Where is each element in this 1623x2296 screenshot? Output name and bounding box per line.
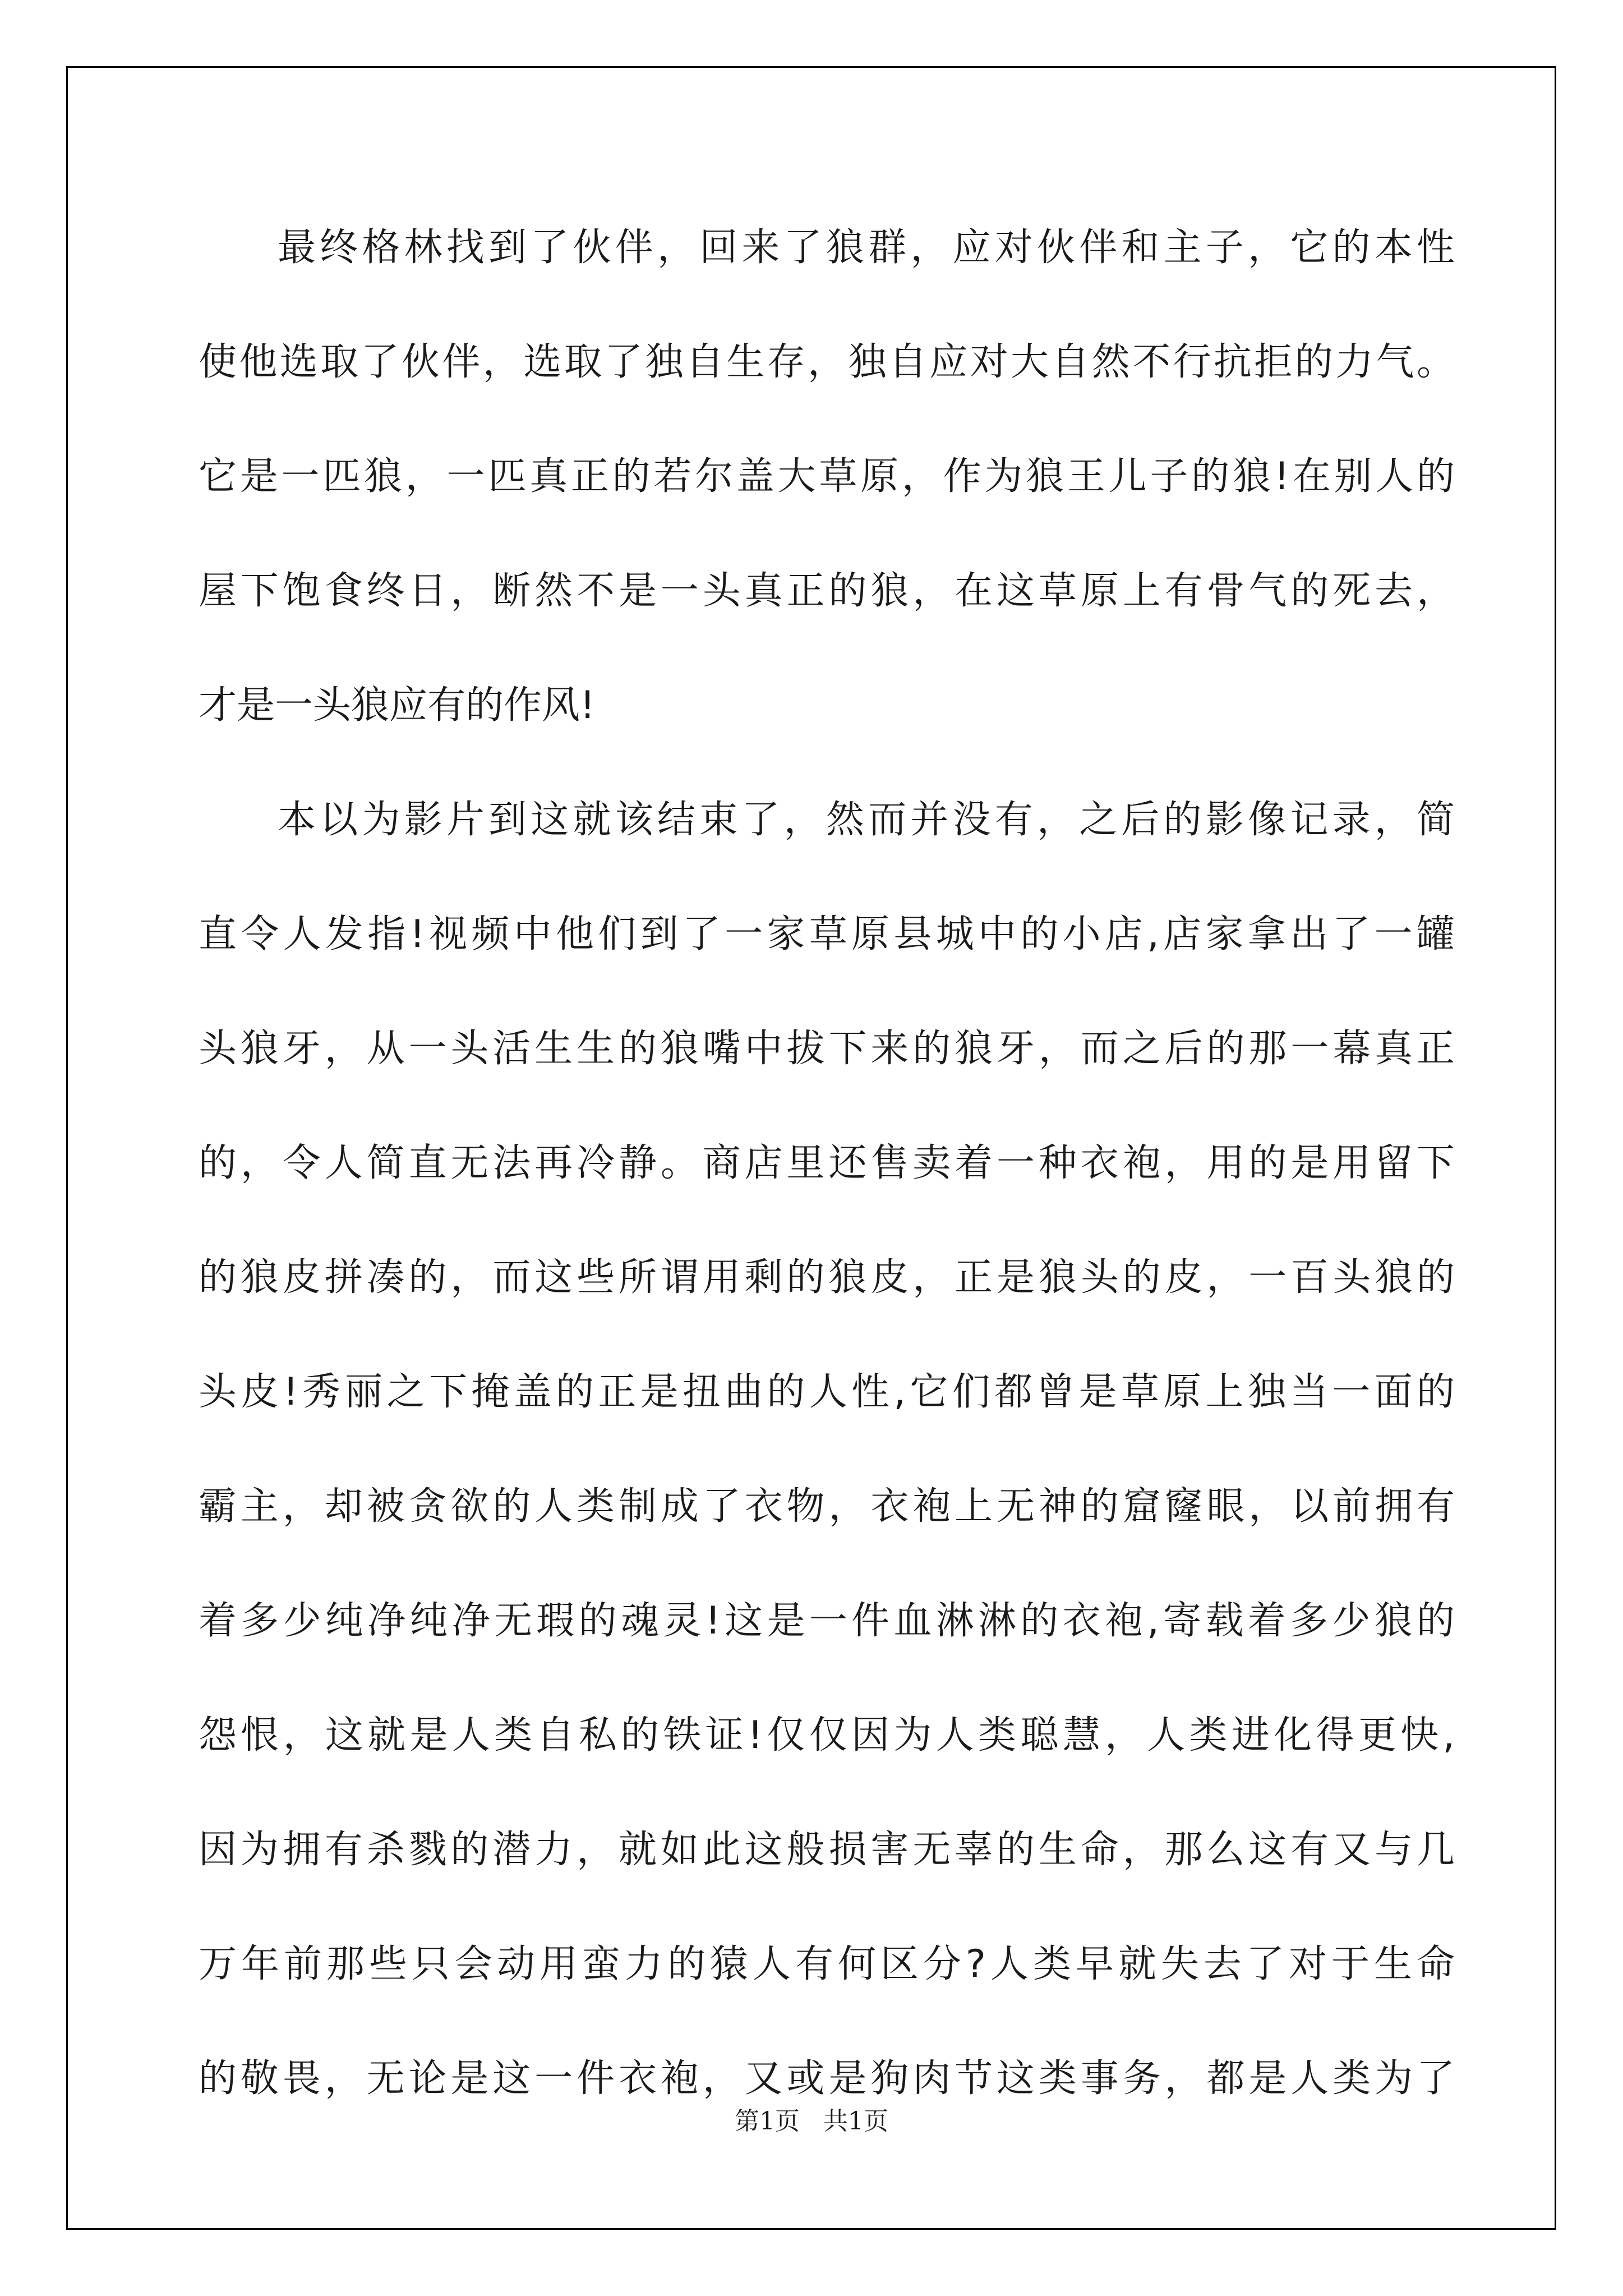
body-text-line: 的敬畏，无论是这一件衣袍，又或是狗肉节这类事务，都是人类为了 xyxy=(199,2056,1455,2101)
page-footer xyxy=(0,2099,1623,2144)
body-text-line: 因为拥有杀戮的潜力，就如此这般损害无辜的生命，那么这有又与几 xyxy=(199,1828,1455,1872)
body-text-line: 头狼牙，从一头活生生的狼嘴中拔下来的狼牙，而之后的那一幕真正 xyxy=(199,1027,1455,1071)
body-text-line: 着多少纯净纯净无瑕的魂灵!这是一件血淋淋的衣袍,寄载着多少狼的 xyxy=(199,1599,1455,1643)
body-text-line: 才是一头狼应有的作风! xyxy=(199,683,596,728)
body-text-line: 本以为影片到这就该结束了，然而并没有，之后的影像记录，简 xyxy=(278,798,1455,842)
body-text-line: 屋下饱食终日，断然不是一头真正的狼，在这草原上有骨气的死去， xyxy=(199,569,1455,613)
body-text-line: 使他选取了伙伴，选取了独自生存，独自应对大自然不行抗拒的力气。 xyxy=(199,340,1455,384)
body-text-line: 直令人发指!视频中他们到了一家草原县城中的小店,店家拿出了一罐 xyxy=(199,912,1455,956)
body-text-line: 的，令人简直无法再冷静。商店里还售卖着一种衣袍，用的是用留下 xyxy=(199,1141,1455,1185)
body-text-line: 霸主，却被贪欲的人类制成了衣物，衣袍上无神的窟窿眼，以前拥有 xyxy=(199,1484,1455,1529)
body-text-line: 的狼皮拼凑的，而这些所谓用剩的狼皮，正是狼头的皮，一百头狼的 xyxy=(199,1255,1455,1300)
body-text-line: 怨恨，这就是人类自私的铁证!仅仅因为人类聪慧，人类进化得更快, xyxy=(199,1713,1455,1757)
page-number: 第1页 xyxy=(735,2107,800,2136)
page-total: 共1页 xyxy=(823,2107,888,2136)
body-text-line: 最终格林找到了伙伴，回来了狼群，应对伙伴和主子，它的本性 xyxy=(278,226,1455,270)
body-text-line: 万年前那些只会动用蛮力的猿人有何区分?人类早就失去了对于生命 xyxy=(199,1942,1455,1986)
body-text-line: 它是一匹狼，一匹真正的若尔盖大草原，作为狼王儿子的狼!在别人的 xyxy=(199,454,1455,499)
body-text-line: 头皮!秀丽之下掩盖的正是扭曲的人性,它们都曾是草原上独当一面的 xyxy=(199,1370,1455,1414)
